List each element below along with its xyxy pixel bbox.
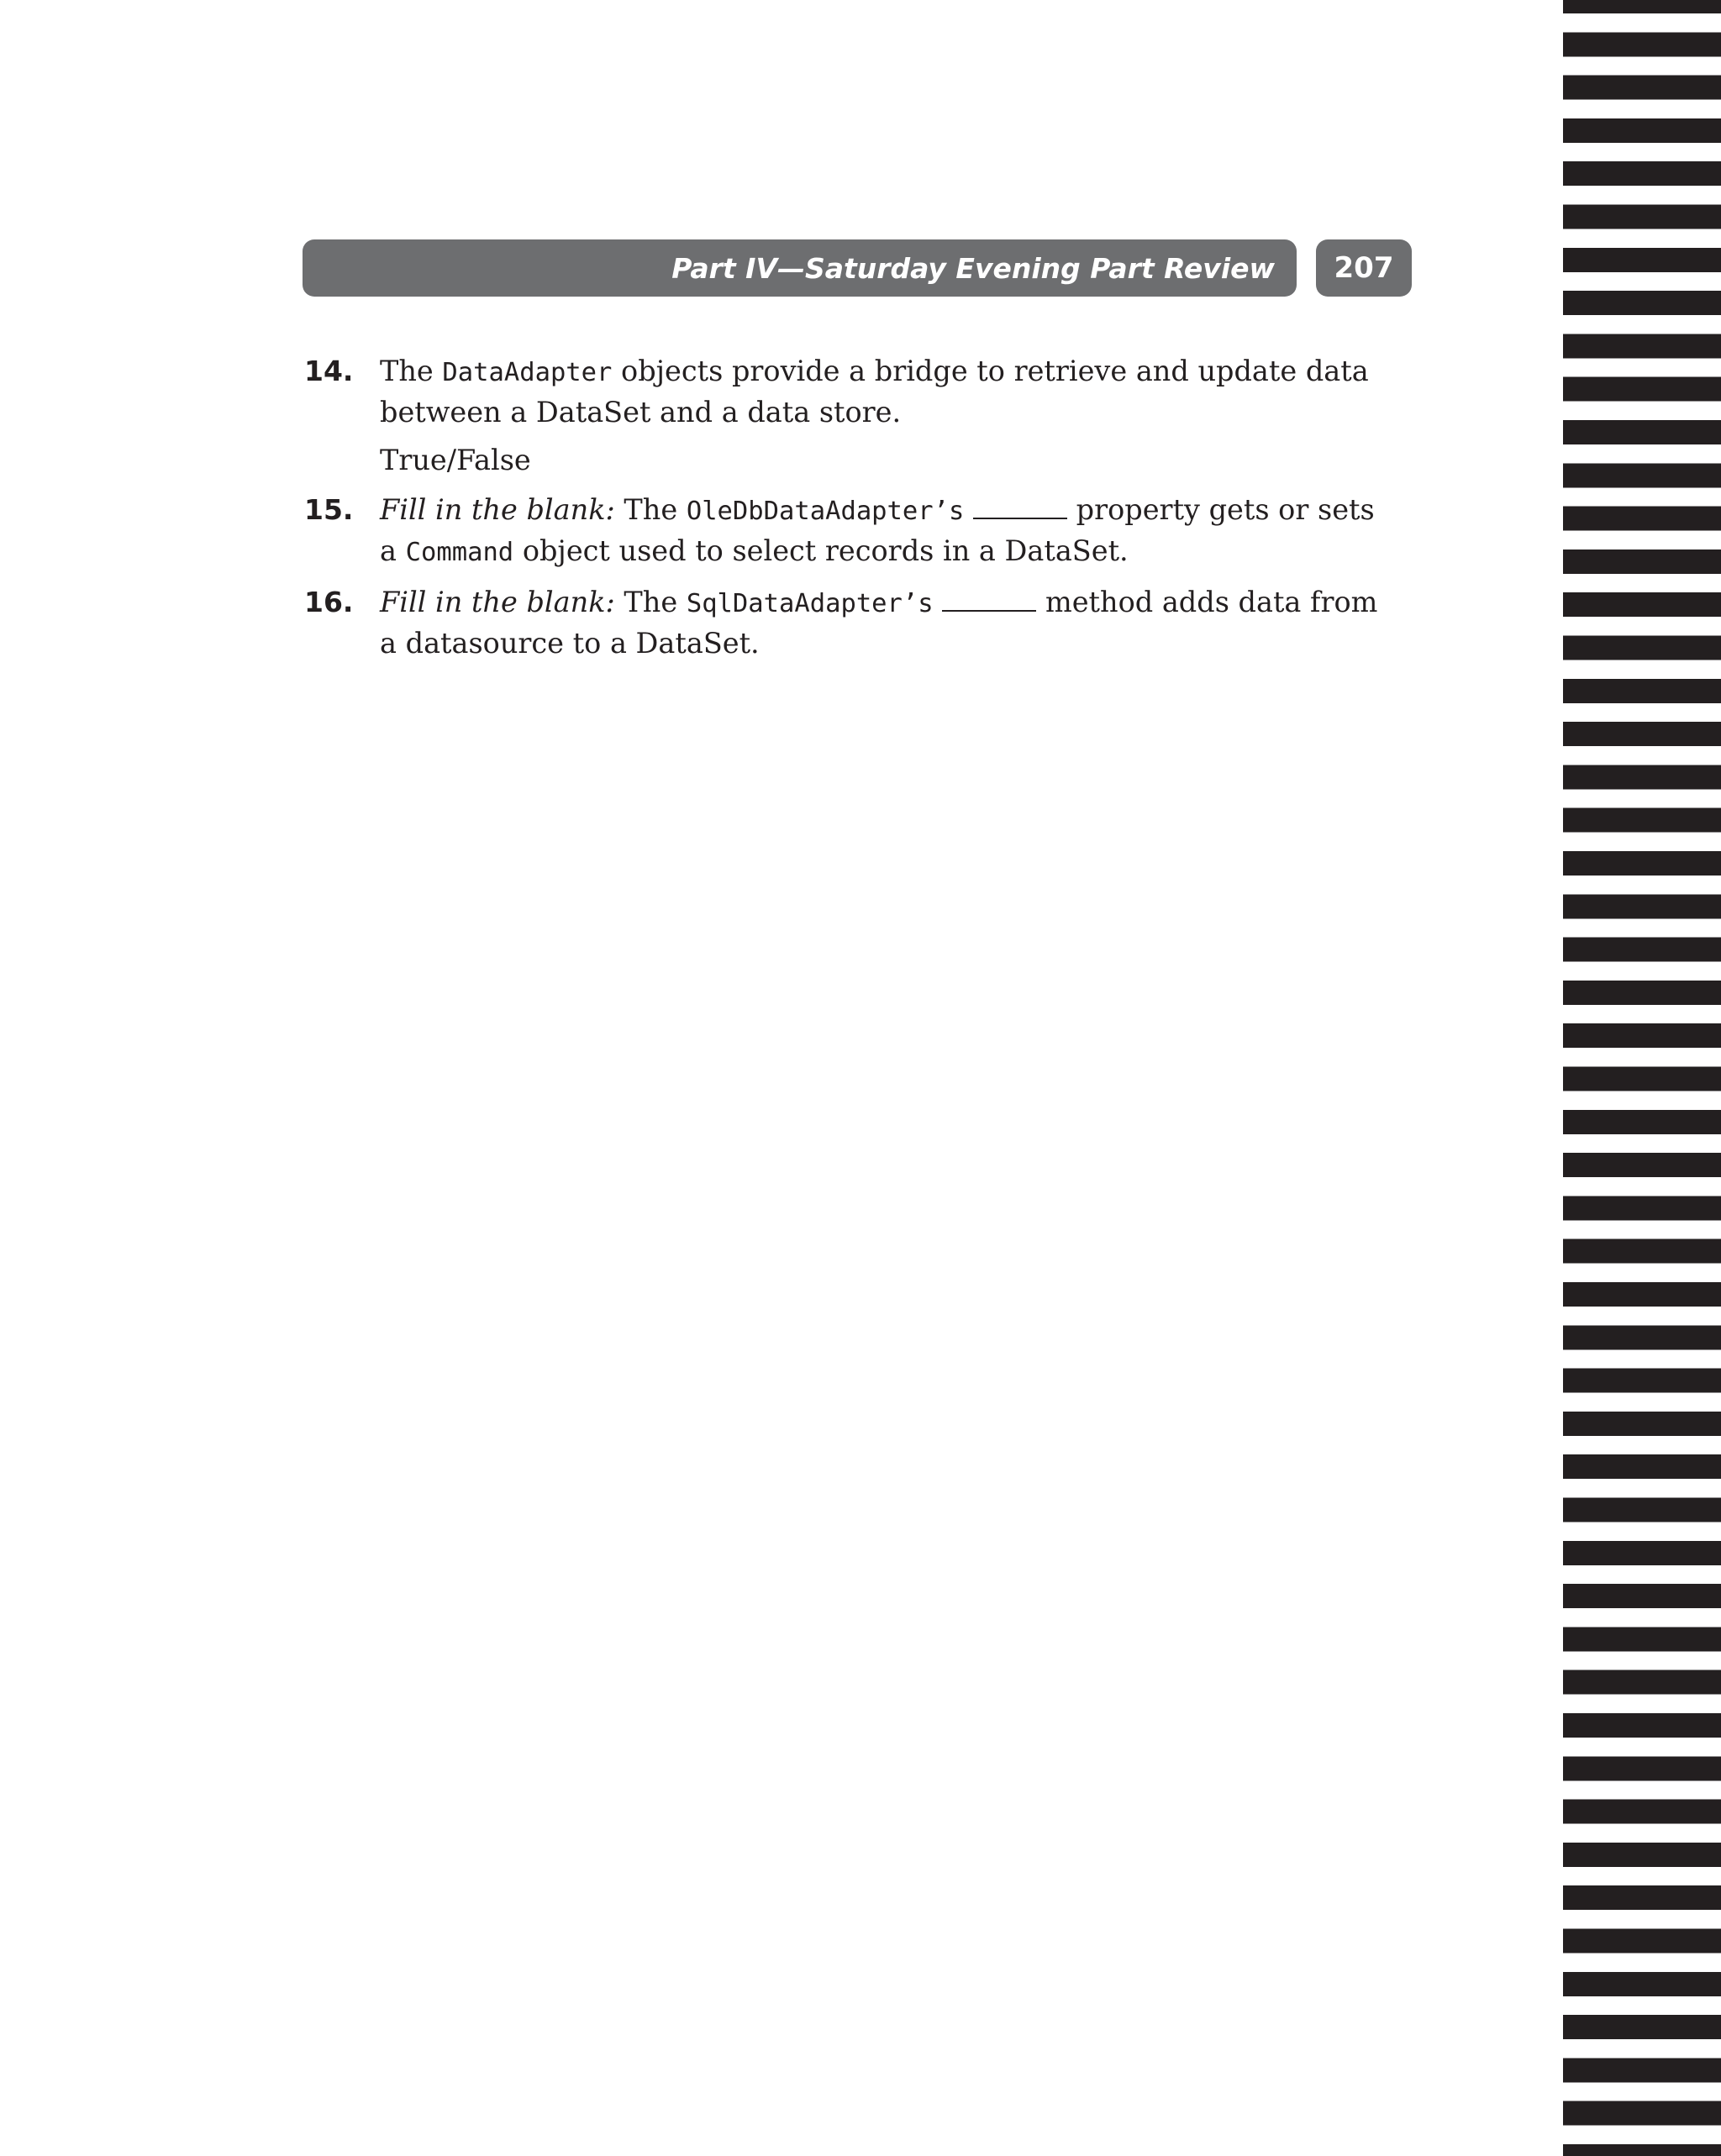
fill-in-prefix: Fill in the blank:: [380, 586, 615, 618]
question-text: [380, 351, 1397, 432]
page-number-box: [1316, 239, 1412, 297]
question-text: [380, 582, 1397, 663]
question-number: 14.: [304, 355, 354, 387]
code-term: DataAdapter: [442, 358, 613, 387]
question-15: [304, 490, 1397, 572]
question-number: 16.: [304, 586, 354, 618]
answer-blank: [942, 585, 1036, 612]
question-text-part: method adds data from a datasource to a DataSet.: [380, 586, 1378, 660]
answer-blank: [973, 492, 1067, 519]
code-term: SqlDataAdapter’s: [686, 589, 934, 618]
review-questions-list: [304, 351, 1397, 673]
question-text-part: The: [614, 586, 687, 618]
running-header-title: Part IV—Saturday Evening Part Review: [671, 251, 1275, 285]
question-text: [380, 490, 1397, 572]
question-text-part: property gets or sets a: [380, 493, 1375, 567]
page-edge-thumb-stripes: [1563, 0, 1721, 2156]
code-term: OleDbDataAdapter’s: [686, 497, 965, 526]
question-text-part: The: [380, 355, 443, 387]
code-term: Command: [405, 538, 514, 567]
question-14: [304, 351, 1397, 480]
question-text-part: object used to select records in a DataSet.: [513, 534, 1129, 567]
question-number: 15.: [304, 493, 354, 526]
answer-option: True/False: [380, 444, 531, 476]
question-16: [304, 582, 1397, 663]
running-header-bar: [303, 239, 1297, 297]
fill-in-prefix: Fill in the blank:: [380, 493, 615, 526]
page-number: 207: [1334, 251, 1394, 285]
question-text-part: objects provide a bridge to retrieve and update data between a DataSet and a data store.: [380, 355, 1369, 429]
question-text-part: The: [614, 493, 687, 526]
